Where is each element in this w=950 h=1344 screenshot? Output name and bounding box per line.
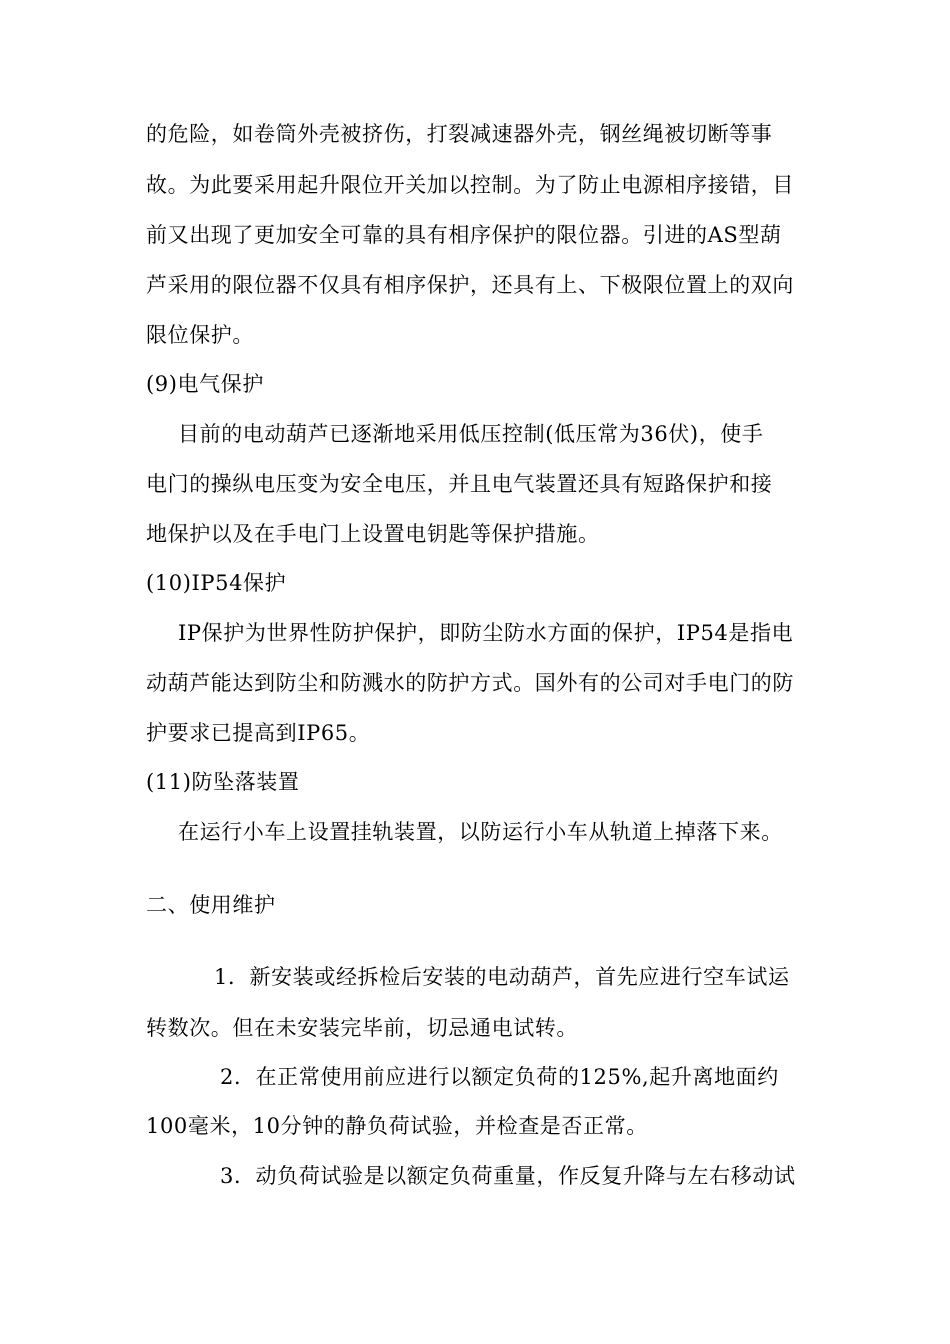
text-line: 动葫芦能达到防尘和防溅水的防护方式。国外有的公司对手电门的防 [146, 671, 794, 695]
text-line: 前又出现了更加安全可靠的具有相序保护的限位器。引进的AS型葫 [146, 223, 782, 247]
text-line: 100毫米，10分钟的静负荷试验，并检查是否正常。 [146, 1114, 648, 1138]
list-item: 1．新安装或经拆检后安装的电动葫芦，首先应进行空车试运 [214, 965, 790, 989]
text-line: 故。为此要采用起升限位开关加以控制。为了防止电源相序接错，目 [146, 173, 794, 197]
text-line: 护要求已提高到IP65。 [146, 721, 371, 745]
text-line: 转数次。但在未安装完毕前，切忌通电试转。 [146, 1016, 578, 1040]
list-item: 3．动负荷试验是以额定负荷重量，作反复升降与左右移动试 [220, 1164, 796, 1188]
text-line: 目前的电动葫芦已逐渐地采用低压控制(低压常为36伏)，使手 [178, 422, 764, 446]
text-line: 的危险，如卷筒外壳被挤伤，打裂减速器外壳，钢丝绳被切断等事 [146, 122, 773, 146]
section-heading: (11)防坠落装置 [146, 770, 300, 794]
chapter-heading: 二、使用维护 [146, 893, 276, 917]
text-line: IP保护为世界性防护保护，即防尘防水方面的保护，IP54是指电 [178, 621, 794, 645]
text-line: 在运行小车上设置挂轨装置，以防运行小车从轨道上掉落下来。 [178, 820, 783, 844]
section-heading: (9)电气保护 [146, 372, 264, 396]
text-line: 电门的操纵电压变为安全电压，并且电气装置还具有短路保护和接 [146, 472, 773, 496]
text-line: 芦采用的限位器不仅具有相序保护，还具有上、下极限位置上的双向 [146, 273, 794, 297]
text-line: 限位保护。 [146, 323, 254, 347]
text-line: 地保护以及在手电门上设置电钥匙等保护措施。 [146, 522, 600, 546]
list-item: 2．在正常使用前应进行以额定负荷的125%,起升离地面约 [220, 1065, 779, 1089]
section-heading: (10)IP54保护 [146, 571, 287, 595]
